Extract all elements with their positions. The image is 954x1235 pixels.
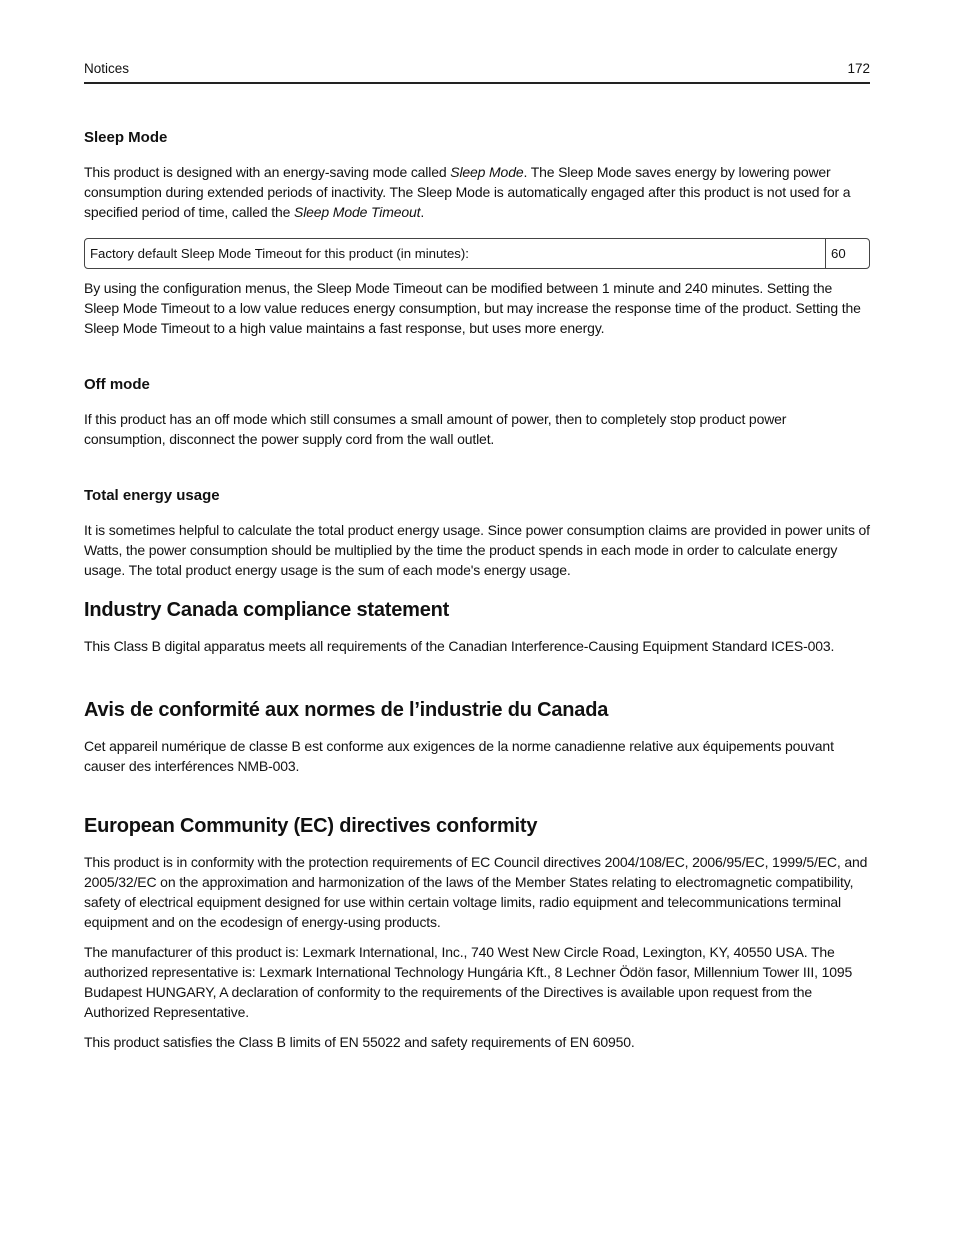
ec-directives-section	[84, 812, 870, 1052]
ec-directives-paragraph-3: This product satisfies the Class B limits of EN 55022 and safety requirements of EN 60950.	[84, 1034, 635, 1050]
off-mode-paragraph: If this product has an off mode which still consumes a small amount of power, then to completely stop product power consumption, disconnect the power supply cord from the wall outlet.	[84, 411, 787, 447]
sleep-mode-paragraph-1	[84, 162, 870, 222]
page-header	[84, 60, 870, 84]
header-section-title: Notices	[84, 61, 130, 76]
sleep-mode-timeout-term: Sleep Mode Timeout	[294, 204, 421, 220]
sleep-timeout-table	[84, 238, 870, 269]
industry-canada-section	[84, 596, 870, 656]
sleep-mode-p1-text-c: .	[420, 204, 425, 220]
sleep-mode-heading: Sleep Mode	[84, 129, 168, 146]
sleep-mode-p1-text-a: This product is designed with an energy-saving mode called	[84, 164, 451, 180]
page-content	[84, 127, 870, 1052]
sleep-timeout-value: 60	[831, 246, 846, 261]
total-energy-heading: Total energy usage	[84, 487, 220, 504]
avis-canada-section	[84, 696, 870, 776]
sleep-mode-term: Sleep Mode	[450, 164, 524, 180]
sleep-mode-paragraph-2: By using the configuration menus, the Sleep Mode Timeout can be modified between 1 minute and 240 minutes. Setting the Sleep Mode Timeout to a low value reduces energy consumption, but may increase the response time of the product. Setting the Sleep Mode Timeout to a high value maintains a fast response, but uses more energy.	[84, 280, 861, 336]
industry-canada-paragraph: This Class B digital apparatus meets all requirements of the Canadian Interference-Causing Equipment Standard ICES-003.	[84, 638, 835, 654]
total-energy-paragraph: It is sometimes helpful to calculate the total product energy usage. Since power consumption claims are provided in power units of Watts, the power consumption should be multiplied by the time the product spends in each mode in order to calculate energy usage. The total product energy usage is the sum of each mode's energy usage.	[84, 522, 870, 578]
avis-canada-heading: Avis de conformité aux normes de l’industrie du Canada	[84, 699, 609, 721]
sleep-mode-section	[84, 127, 870, 338]
ec-directives-paragraph-1: This product is in conformity with the protection requirements of EC Council directives 2004/108/EC, 2006/95/EC, 1999/5/EC, and 2005/32/EC on the approximation and harmonization of the laws of the Member States relating to electromagnetic compatibility, safety of electrical equipment designed for use within certain voltage limits, radio equipment and telecommunications terminal equipment and on the ecodesign of energy-using products.	[84, 854, 868, 930]
sleep-timeout-label: Factory default Sleep Mode Timeout for this product (in minutes):	[85, 239, 826, 268]
avis-canada-paragraph: Cet appareil numérique de classe B est conforme aux exigences de la norme canadienne relative aux équipements pouvant causer des interférences NMB-003.	[84, 738, 834, 774]
off-mode-heading: Off mode	[84, 376, 150, 393]
sleep-mode-p1-text-b: . The Sleep Mode saves energy by lowering power consumption during extended periods of inactivity. The Sleep Mode is automatically engaged after this product is not used for a specified period of time, called the	[84, 164, 851, 220]
industry-canada-heading: Industry Canada compliance statement	[84, 599, 450, 621]
ec-directives-heading: European Community (EC) directives conformity	[84, 815, 538, 837]
header-page-number: 172	[847, 61, 870, 76]
ec-directives-paragraph-2: The manufacturer of this product is: Lexmark International, Inc., 740 West New Circle Road, Lexington, KY, 40550 USA. The authorized representative is: Lexmark International Technology Hungária Kft., 8 Lechner Ödön fasor, Millennium Tower III, 1095 Budapest HUNGARY, A declaration of conformity to the requirements of the Directives is available upon request from the Authorized Representative.	[84, 944, 853, 1020]
off-mode-section	[84, 374, 870, 449]
total-energy-section	[84, 485, 870, 580]
